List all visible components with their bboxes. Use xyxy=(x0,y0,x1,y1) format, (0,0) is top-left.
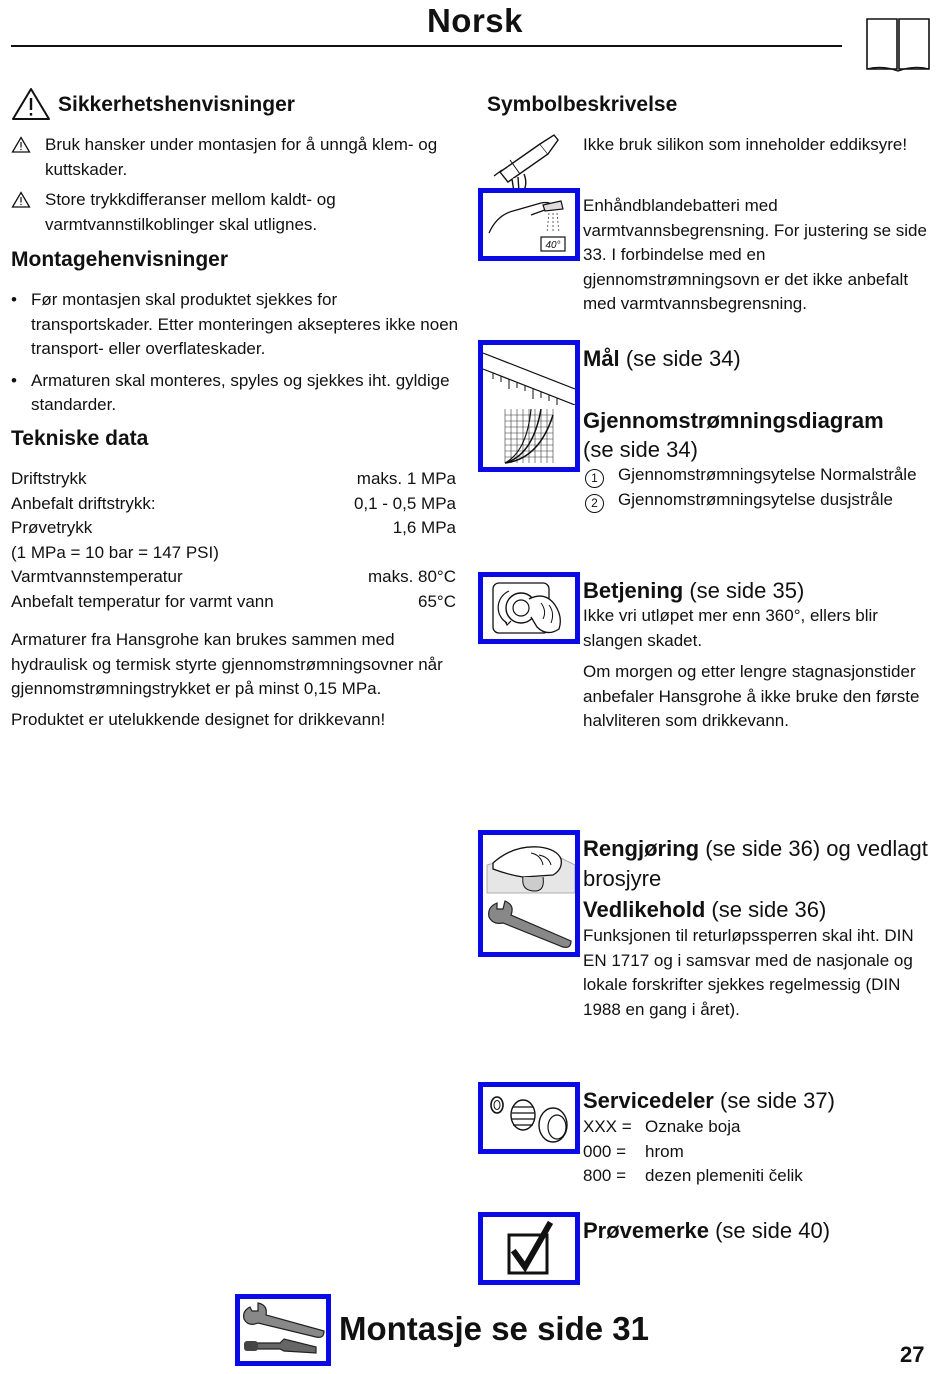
wrench-icon xyxy=(478,895,580,957)
safety-list xyxy=(11,133,461,237)
technical-heading: Tekniske data xyxy=(11,427,149,450)
safety-warning-icon xyxy=(11,86,51,122)
list-item xyxy=(11,133,461,182)
montage-item-text: Før montasjen skal produktet sjekkes for transportskader. Etter monteringen aksepteres ikke noen transport- eller overflateskader. xyxy=(31,290,459,358)
circled-number: 2 xyxy=(585,494,604,513)
table-row: Prøvetrykk 1,6 MPa xyxy=(11,518,456,537)
page-title: Norsk xyxy=(426,2,524,39)
maintenance-heading: Vedlikehold (se side 36) xyxy=(583,897,827,922)
safety-item-text: Bruk hansker under montasjen for å unngå klem- og kuttskader. xyxy=(45,135,438,179)
operation-note: Om morgen og etter lengre stagnasjonstider anbefaler Hansgrohe å ikke bruke den første halvliteren som drikkevann. xyxy=(583,662,920,730)
service-heading: Servicedeler (se side 37) xyxy=(583,1088,835,1113)
dimensions-heading: Mål (se side 34) xyxy=(583,346,741,371)
list-item: • Armaturen skal monteres, spyles og sjekkes iht. gyldige standarder. xyxy=(11,369,461,418)
warning-icon xyxy=(11,133,45,182)
page-number: 27 xyxy=(900,1342,925,1367)
book-icon xyxy=(864,16,932,72)
list-item xyxy=(11,188,461,237)
dimensions-icon xyxy=(478,340,580,410)
list-item: 800 = dezen plemeniti čelik xyxy=(583,1166,803,1185)
flow-diagram-icon xyxy=(478,405,580,472)
silicone-gun-icon xyxy=(492,132,564,194)
cleaning-heading: Rengjøring (se side 36) og vedlagt brosjyre xyxy=(583,836,928,891)
circled-number: 1 xyxy=(585,469,604,488)
test-mark-icon xyxy=(478,1212,580,1285)
list-item: XXX = Oznake boja xyxy=(583,1117,741,1136)
technical-table xyxy=(11,467,456,614)
operation-heading: Betjening (se side 35) xyxy=(583,578,805,603)
assembly-tools-icon xyxy=(235,1294,331,1366)
montage-item-text: Armaturen skal monteres, spyles og sjekkes iht. gyldige standarder. xyxy=(31,370,450,414)
cleaning-icon xyxy=(478,830,580,900)
thermometer-label: 40° xyxy=(545,240,561,251)
operation-text: Ikke vri utløpet mer enn 360°, ellers blir slangen skadet. xyxy=(583,606,878,650)
maintenance-text: Funksjonen til returløpssperren skal iht. DIN EN 1717 og i samsvar med de nasjonale og lokale forskrifter sjekkes regelmessig (DIN 1988 en gang i året). xyxy=(583,926,914,1019)
hot-water-limit-icon xyxy=(478,188,580,261)
service-parts-icon xyxy=(478,1082,580,1154)
technical-note: Produktet er utelukkende designet for drikkevann! xyxy=(11,710,386,729)
hot-water-text: Enhåndblandebatteri med varmtvannsbegrensning. For justering se side 33. I forbindelse med en gjennomstrømningsovn er det ikke anbefalt med varmtvannsbegrensning. xyxy=(583,196,927,313)
service-list xyxy=(583,1115,943,1189)
safety-item-text: Store trykkdifferanser mellom kaldt- og varmtvannstilkoblinger skal utlignes. xyxy=(45,190,336,234)
table-row: Driftstrykk maks. 1 MPa xyxy=(11,469,456,488)
table-row: Varmtvannstemperatur maks. 80°C xyxy=(11,567,456,586)
table-row: Anbefalt temperatur for varmt vann 65°C xyxy=(11,591,456,611)
table-row: (1 MPa = 10 bar = 147 PSI) xyxy=(11,542,219,562)
table-row: Anbefalt driftstrykk: 0,1 - 0,5 MPa xyxy=(11,493,456,513)
list-item: • Før montasjen skal produktet sjekkes for transportskader. Etter monteringen aksepteres ikke noen transport- eller overflateskader. xyxy=(11,288,461,362)
symbols-heading: Symbolbeskrivelse xyxy=(487,93,678,116)
assembly-heading: Montasje se side 31 xyxy=(339,1310,649,1347)
list-item: 1 Gjennomstrømningsytelse Normalstråle xyxy=(585,463,945,488)
flow-heading: Gjennomstrømningsdiagram xyxy=(583,408,884,433)
montage-list xyxy=(11,288,461,418)
test-heading: Prøvemerke (se side 40) xyxy=(583,1218,831,1243)
flow-ref: (se side 34) xyxy=(583,437,698,462)
safety-heading: Sikkerhetshenvisninger xyxy=(58,93,295,116)
technical-paragraph: Armaturer fra Hansgrohe kan brukes sammen med hydraulisk og termisk styrte gjennomstrømningsovner når gjennomstrømningstrykket er på minst 0,15 MPa. xyxy=(11,630,443,698)
silicone-text: Ikke bruk silikon som inneholder eddiksyre! xyxy=(583,135,908,154)
warning-icon xyxy=(11,188,45,237)
operation-handle-icon xyxy=(478,572,580,644)
flow-legend xyxy=(585,463,945,513)
list-item: 000 = hrom xyxy=(583,1141,684,1161)
montage-heading: Montagehenvisninger xyxy=(11,248,229,271)
header-rule xyxy=(11,45,842,47)
list-item: 2 Gjennomstrømningsytelse dusjstråle xyxy=(585,488,945,513)
